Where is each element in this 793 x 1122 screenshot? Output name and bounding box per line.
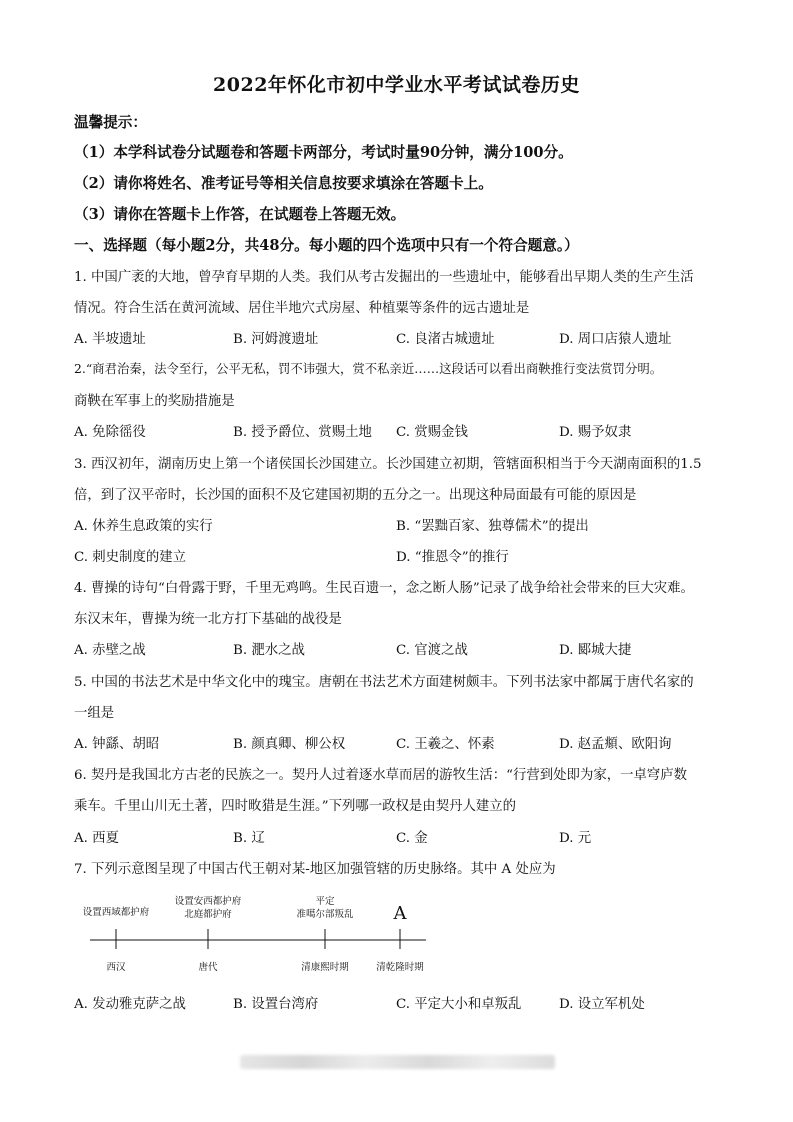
q1-option-c: C. 良渚古城遗址 bbox=[396, 332, 495, 347]
tip-item-2: （2）请你将姓名、准考证号等相关信息按要求填涂在答题卡上。 bbox=[74, 175, 493, 192]
question-3-line-1: 3. 西汉初年，湖南历史上第一个诸侯国长沙国建立。长沙国建立初期，管辖面积相当于今天湖南面积的1.5 bbox=[74, 457, 702, 472]
timeline-label-beiting: 北庭都护府 bbox=[184, 909, 232, 920]
timeline-label-anxi: 设置安西都护府 bbox=[174, 896, 242, 907]
timeline-era-qianlong: 清乾隆时期 bbox=[376, 962, 424, 973]
question-4-line-2: 东汉末年，曹操为统一北方打下基础的战役是 bbox=[74, 612, 342, 627]
timeline-label-dzungar: 准噶尔部叛乱 bbox=[296, 909, 354, 920]
q3-option-c: C. 刺史制度的建立 bbox=[74, 550, 187, 565]
q1-option-a: A. 半坡遗址 bbox=[74, 332, 146, 347]
timeline-label-pingding: 平定 bbox=[315, 896, 335, 907]
q3-option-d: D. “推恩令”的推行 bbox=[396, 550, 509, 565]
q6-option-a: A. 西夏 bbox=[74, 831, 119, 846]
q7-option-b: B. 设置台湾府 bbox=[233, 997, 319, 1012]
question-7-line-1: 7. 下列示意图呈现了中国古代王朝对某-地区加强管辖的历史脉络。其中 A 处应为 bbox=[74, 862, 556, 877]
timeline-era-kangxi: 清康熙时期 bbox=[301, 962, 349, 973]
section-heading: 一、选择题（每小题2分，共48分。每小题的四个选项中只有一个符合题意。） bbox=[74, 237, 579, 254]
q5-option-d: D. 赵孟頫、欧阳询 bbox=[559, 737, 672, 752]
q2-option-d: D. 赐予奴隶 bbox=[559, 425, 632, 440]
q3-option-a: A. 休养生息政策的实行 bbox=[74, 519, 213, 534]
q3-option-b: B. “罢黜百家、独尊儒术”的提出 bbox=[396, 519, 589, 534]
question-6-line-2: 乘车。千里山川无土著，四时畋猎是生涯。”下列哪一政权是由契丹人建立的 bbox=[74, 799, 517, 814]
page-title: 2022年怀化市初中学业水平考试试卷历史 bbox=[213, 74, 580, 96]
blurred-footer-watermark bbox=[240, 1055, 555, 1069]
q4-option-d: D. 郾城大捷 bbox=[559, 643, 632, 658]
question-6-line-1: 6. 契丹是我国北方古老的民族之一。契丹人过着逐水草而居的游牧生活：“行营到处即为家，一卓穹庐数 bbox=[74, 768, 688, 783]
question-1-line-1: 1. 中国广袤的大地，曾孕育早期的人类。我们从考古发掘出的一些遗址中，能够看出早期人类的生产生活 bbox=[74, 270, 694, 285]
question-2-line-1: 2.“商君治秦，法令至行，公平无私，罚不讳强大，赏不私亲近……这段话可以看出商鞅推行变法赏罚分明。 bbox=[74, 361, 663, 376]
q7-option-d: D. 设立军机处 bbox=[559, 997, 645, 1012]
q5-option-c: C. 王羲之、怀素 bbox=[396, 737, 495, 752]
q2-option-b: B. 授予爵位、赏赐土地 bbox=[233, 425, 372, 440]
q1-option-d: D. 周口店猿人遗址 bbox=[559, 332, 672, 347]
question-4-line-1: 4. 曹操的诗句“白骨露于野，千里无鸡鸣。生民百遗一，念之断人肠”记录了战争给社会带来的巨大灾难。 bbox=[74, 581, 694, 596]
q5-option-a: A. 钟繇、胡昭 bbox=[74, 737, 160, 752]
question-1-line-2: 情况。符合生活在黄河流域、居住半地穴式房屋、种植粟等条件的远古遗址是 bbox=[74, 301, 530, 316]
q2-option-c: C. 赏赐金钱 bbox=[396, 425, 468, 440]
q1-option-b: B. 河姆渡遗址 bbox=[233, 332, 319, 347]
history-timeline-diagram bbox=[74, 890, 454, 980]
question-5-line-2: 一组是 bbox=[74, 706, 115, 721]
q6-option-d: D. 元 bbox=[559, 831, 592, 846]
q6-option-b: B. 辽 bbox=[233, 831, 265, 846]
timeline-era-western-han: 西汉 bbox=[106, 962, 126, 973]
tip-item-3: （3）请你在答题卡上作答，在试题卷上答题无效。 bbox=[74, 206, 406, 223]
q4-option-a: A. 赤壁之战 bbox=[74, 643, 146, 658]
tips-heading: 温馨提示： bbox=[74, 114, 147, 131]
q4-option-b: B. 淝水之战 bbox=[233, 643, 305, 658]
timeline-era-tang: 唐代 bbox=[198, 962, 218, 973]
q4-option-c: C. 官渡之战 bbox=[396, 643, 468, 658]
q6-option-c: C. 金 bbox=[396, 831, 428, 846]
q7-option-c: C. 平定大小和卓叛乱 bbox=[396, 997, 522, 1012]
question-2-line-2: 商鞅在军事上的奖励措施是 bbox=[74, 394, 235, 409]
timeline-label-western-regions: 设置西域都护府 bbox=[82, 907, 150, 918]
tip-item-1: （1）本学科试卷分试题卷和答题卡两部分，考试时量90分钟，满分100分。 bbox=[74, 144, 573, 161]
q7-option-a: A. 发动雅克萨之战 bbox=[74, 997, 186, 1012]
question-3-line-2: 倍，到了汉平帝时，长沙国的面积不及它建国初期的五分之一。出现这种局面最有可能的原因是 bbox=[74, 488, 637, 503]
timeline-label-a: A bbox=[393, 903, 407, 924]
question-5-line-1: 5. 中国的书法艺术是中华文化中的瑰宝。唐朝在书法艺术方面建树颇丰。下列书法家中都属于唐代名家的 bbox=[74, 675, 694, 690]
q5-option-b: B. 颜真卿、柳公权 bbox=[233, 737, 346, 752]
q2-option-a: A. 免除徭役 bbox=[74, 425, 146, 440]
